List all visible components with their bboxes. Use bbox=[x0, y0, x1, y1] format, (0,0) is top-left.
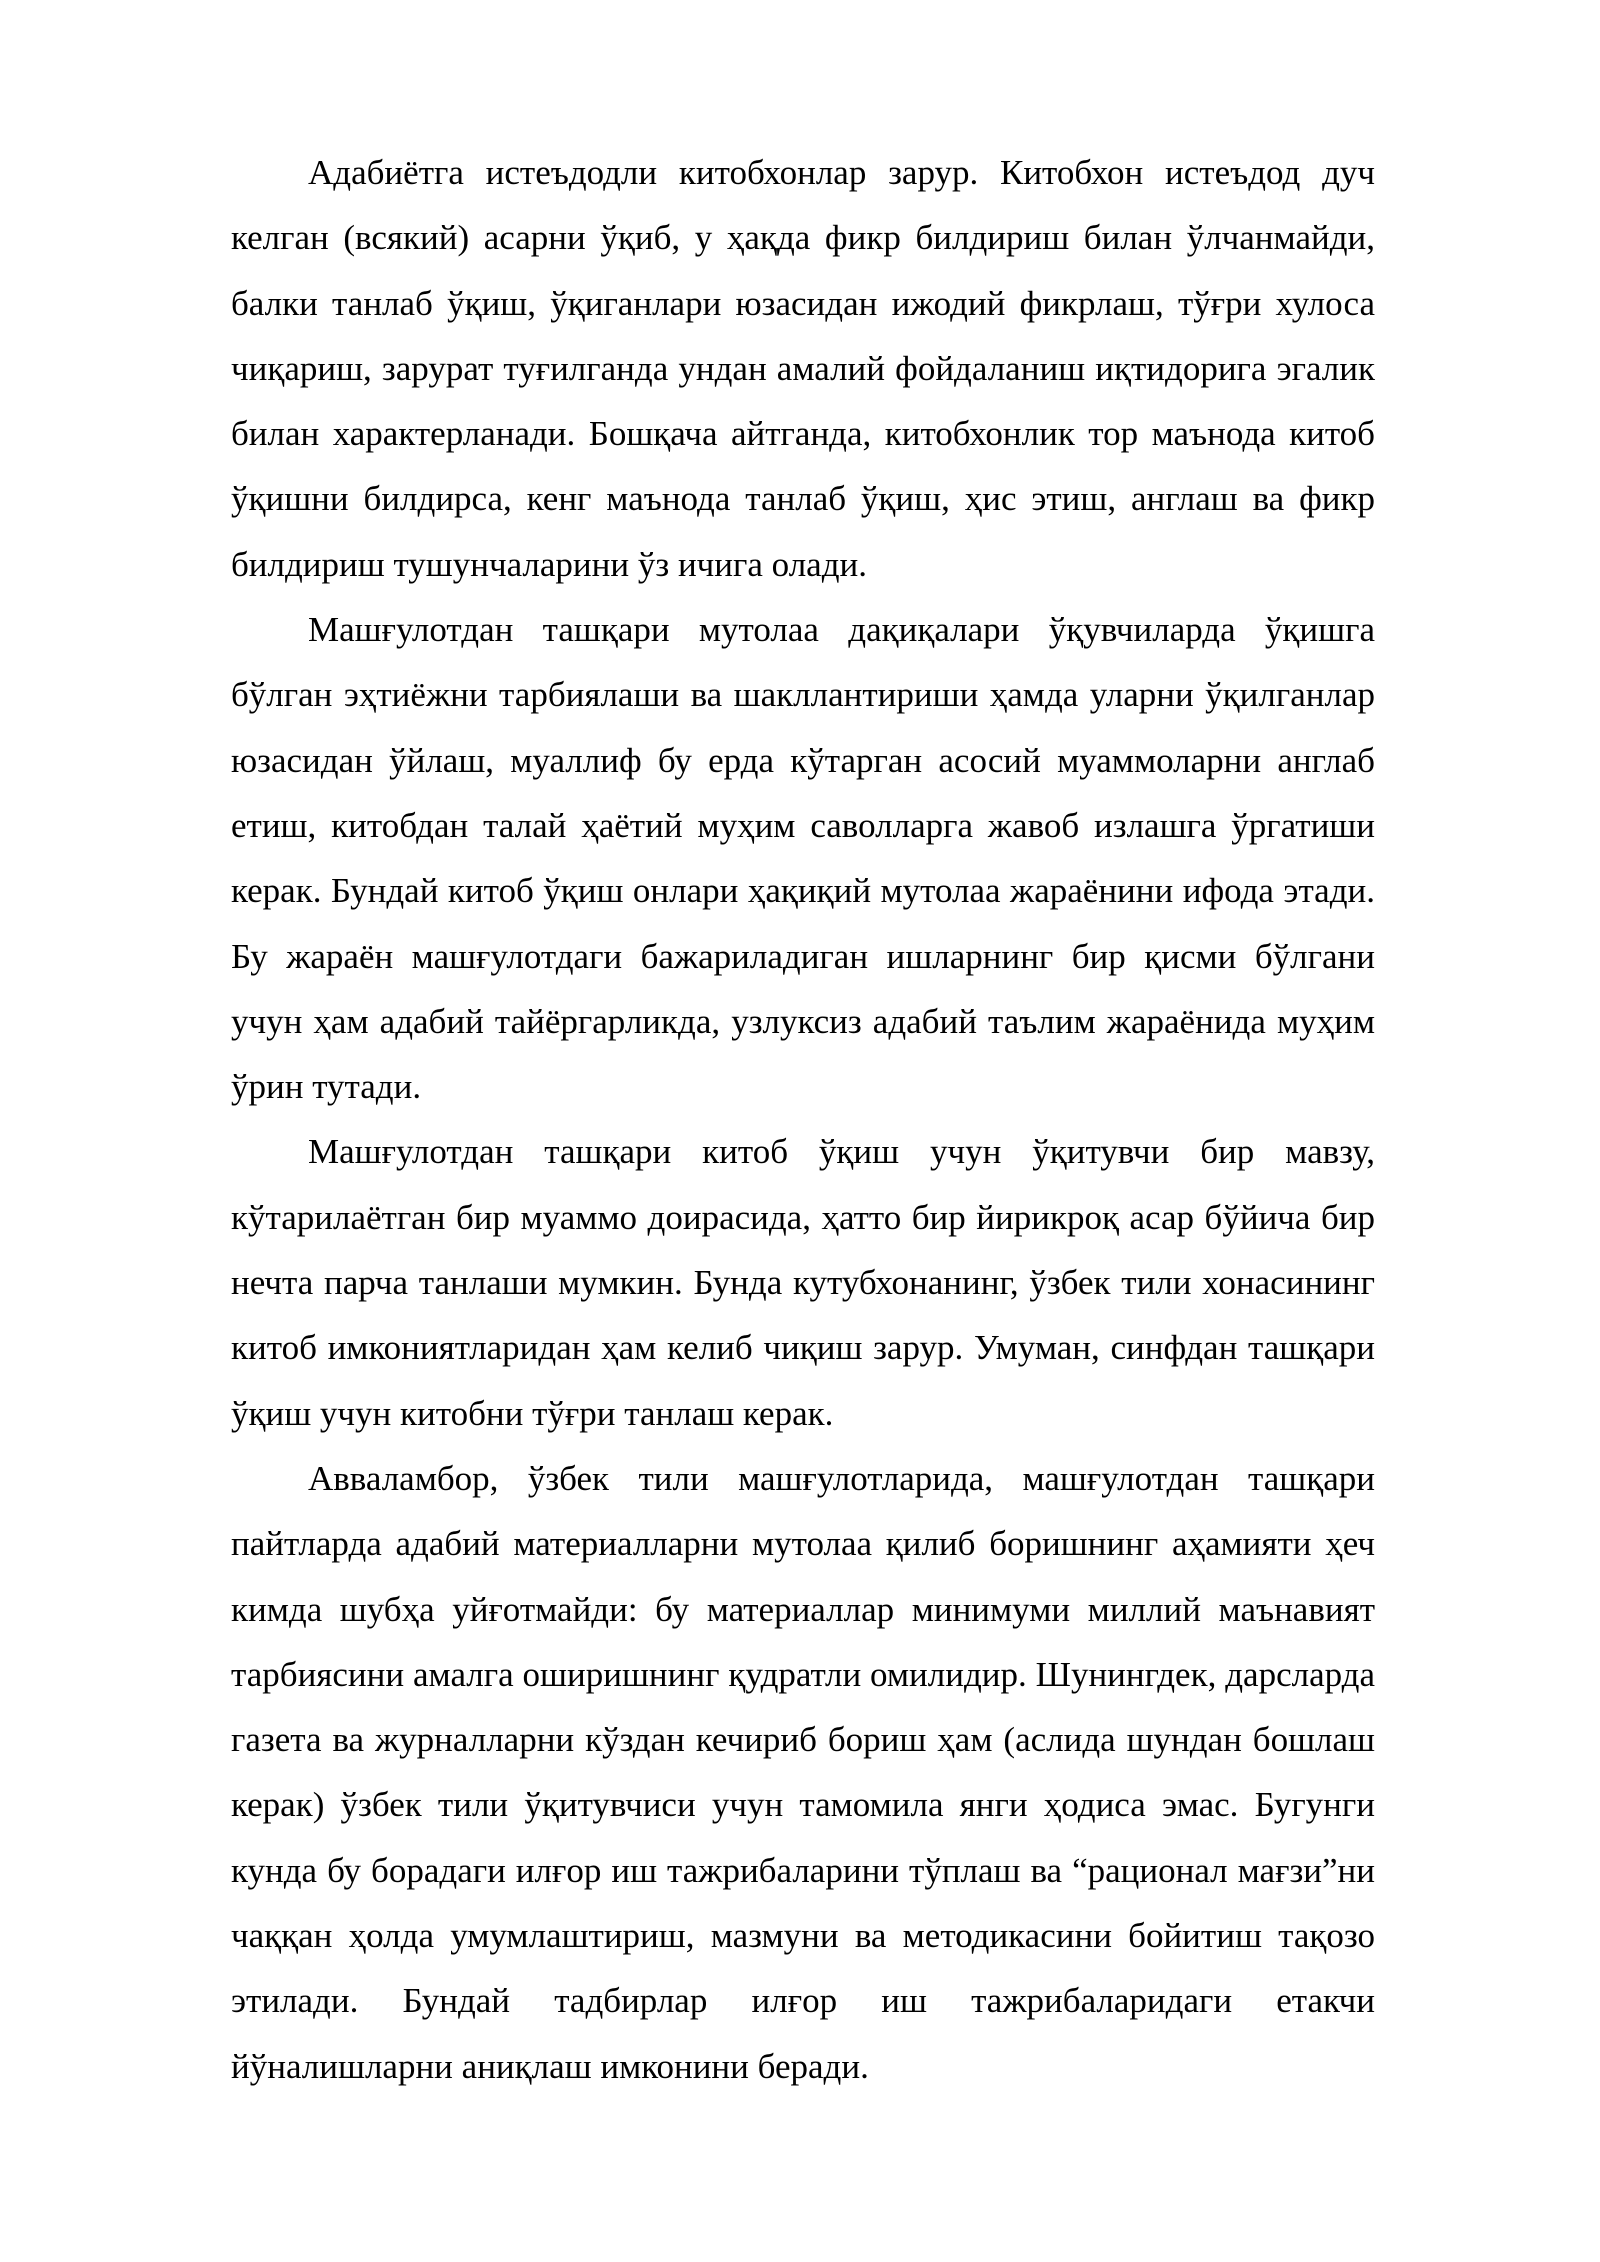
paragraph-4: Авваламбор, ўзбек тили машғулотларида, машғулотдан ташқари пайтларда адабий материалларни мутолаа қилиб боришнинг аҳамияти ҳеч кимда шубҳа уйғотмайди: бу материаллар минимуми миллий маънавият тарбиясини амалга оширишнинг қудратли омилидир. Шунингдек, дарсларда газета ва журналларни кўздан кечириб бориш ҳам (аслида шундан бошлаш керак) ўзбек тили ўқитувчиси учун тамомила янги ҳодиса эмас. Бугунги кунда бу борадаги илғор иш тажрибаларини тўплаш ва “рационал мағзи”ни чаққан ҳолда умумлаштириш, мазмуни ва методикасини бойитиш тақозо этилади. Бундай тадбирлар илғор иш тажрибаларидаги етакчи йўналишларни аниқлаш имконини беради. bbox=[231, 1458, 1375, 2086]
document-body bbox=[231, 140, 1375, 2099]
paragraph-3: Машғулотдан ташқари китоб ўқиш учун ўқитувчи бир мавзу, кўтарилаётган бир муаммо доирасида, ҳатто бир йирикроқ асар бўйича бир нечта парча танлаши мумкин. Бунда кутубхонанинг, ўзбек тили хонасининг китоб имкониятларидан ҳам келиб чиқиш зарур. Умуман, синфдан ташқари ўқиш учун китобни тўғри танлаш керак. bbox=[231, 1132, 1375, 1433]
paragraph-2: Машғулотдан ташқари мутолаа дақиқалари ўқувчиларда ўқишга бўлган эҳтиёжни тарбиялаши ва шакллантириши ҳамда уларни ўқилганлар юзасидан ўйлаш, муаллиф бу ерда кўтарган асосий муаммоларни англаб етиш, китобдан талай ҳаётий муҳим саволларга жавоб излашга ўргатиши керак. Бундай китоб ўқиш онлари ҳақиқий мутолаа жараёнини ифода этади. Бу жараён машғулотдаги бажариладиган ишларнинг бир қисми бўлгани учун ҳам адабий тайёргарликда, узлуксиз адабий таълим жараёнида муҳим ўрин тутади. bbox=[231, 610, 1375, 1107]
paragraph-1: Адабиётга истеъдодли китобхонлар зарур. Китобхон истеъдод дуч келган (всякий) асарни ўқиб, у ҳақда фикр билдириш билан ўлчанмайди, балки танлаб ўқиш, ўқиганлари юзасидан ижодий фикрлаш, тўғри хулоса чиқариш, зарурат туғилганда ундан амалий фойдаланиш иқтидорига эгалик билан характерланади. Бошқача айтганда, китобхонлик тор маънода китоб ўқишни билдирса, кенг маънода танлаб ўқиш, ҳис этиш, англаш ва фикр билдириш тушунчаларини ўз ичига олади. bbox=[231, 153, 1375, 584]
